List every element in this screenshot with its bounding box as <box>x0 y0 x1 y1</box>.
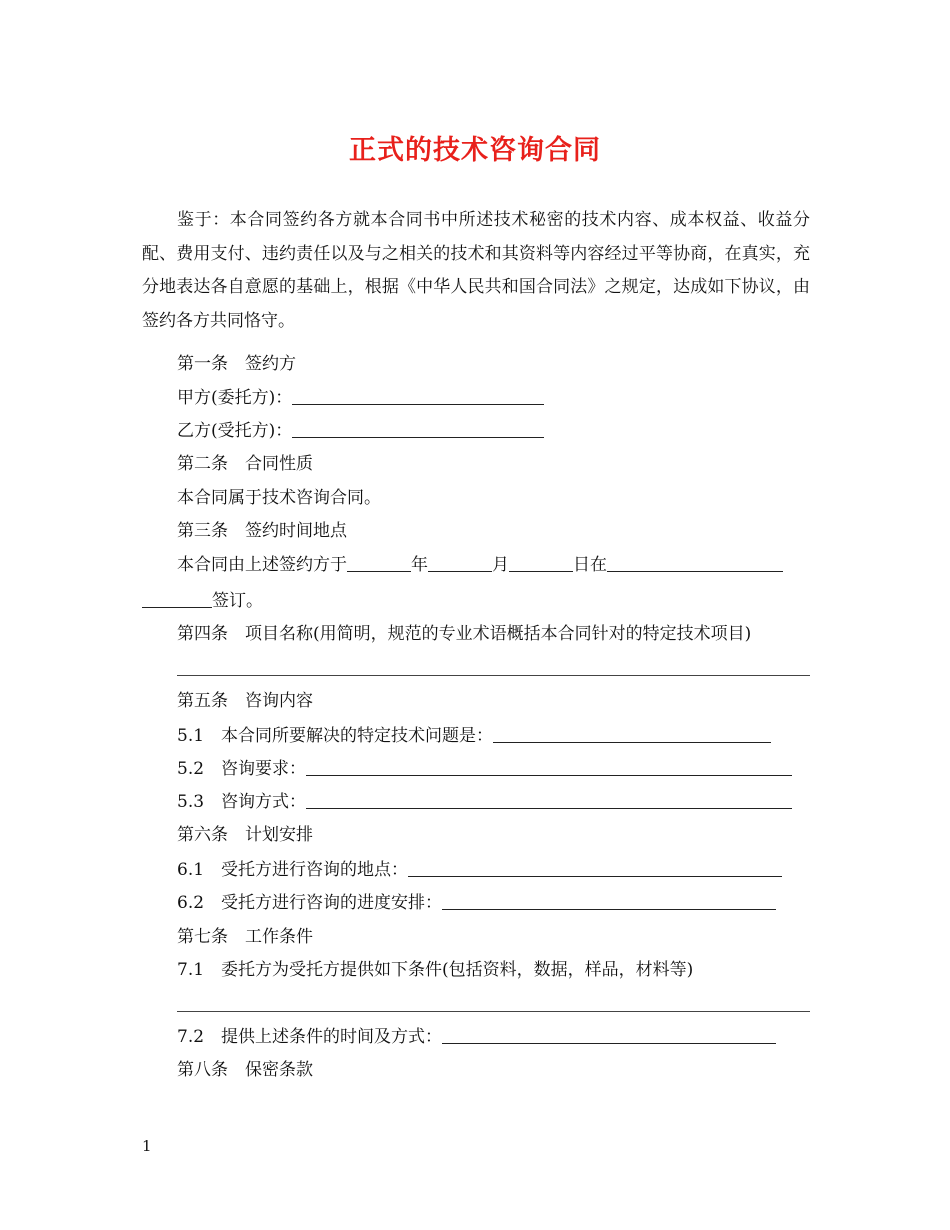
item-6-2-label: 6.2 受托方进行咨询的进度安排： <box>177 893 443 913</box>
item-5-2-blank[interactable] <box>306 759 792 776</box>
project-name-blank[interactable] <box>177 675 810 676</box>
item-7-2-blank[interactable] <box>442 1027 776 1044</box>
item-5-1-blank[interactable] <box>493 726 771 743</box>
party-b-label: 乙方(受托方)： <box>177 421 293 441</box>
item-5-3-line <box>177 791 792 813</box>
party-a-line <box>177 387 544 409</box>
item-7-2-line <box>177 1026 776 1048</box>
item-7-1-label: 7.1 委托方为受托方提供如下条件(包括资料，数据，样品，材料等) <box>177 960 694 980</box>
document-title: 正式的技术咨询合同 <box>349 135 601 166</box>
article-1-heading: 第一条 签约方 <box>177 354 296 374</box>
item-5-1-label: 5.1 本合同所要解决的特定技术问题是： <box>177 726 494 746</box>
item-5-2-label: 5.2 咨询要求： <box>177 759 307 779</box>
article-3-text: 本合同由上述签约方于 <box>177 555 347 575</box>
conditions-blank[interactable] <box>177 1011 810 1012</box>
year-label: 年 <box>411 555 428 575</box>
place-blank[interactable] <box>607 555 783 572</box>
page-number: 1 <box>142 1137 152 1155</box>
item-6-2-blank[interactable] <box>442 893 776 910</box>
day-label: 日在 <box>573 555 607 575</box>
party-b-blank[interactable] <box>292 421 544 438</box>
item-6-1-label: 6.1 受托方进行咨询的地点： <box>177 860 409 880</box>
article-2-heading: 第二条 合同性质 <box>177 454 313 474</box>
article-2-text: 本合同属于技术咨询合同。 <box>177 488 381 508</box>
article-3-date-line <box>177 554 783 576</box>
article-6-heading: 第六条 计划安排 <box>177 825 313 845</box>
article-8-heading: 第八条 保密条款 <box>177 1060 313 1080</box>
item-6-1-line <box>177 859 782 881</box>
month-label: 月 <box>492 555 509 575</box>
item-6-2-line <box>177 892 776 914</box>
article-3-signed-line <box>142 590 263 612</box>
party-b-line <box>177 420 544 442</box>
month-blank[interactable] <box>428 555 492 572</box>
item-5-2-line <box>177 758 792 780</box>
item-5-3-blank[interactable] <box>306 792 792 809</box>
item-7-2-label: 7.2 提供上述条件的时间及方式： <box>177 1027 443 1047</box>
signed-label: 签订。 <box>212 591 263 611</box>
day-blank[interactable] <box>509 555 573 572</box>
party-a-blank[interactable] <box>292 388 544 405</box>
article-7-heading: 第七条 工作条件 <box>177 927 313 947</box>
preamble-paragraph: 鉴于：本合同签约各方就本合同书中所述技术秘密的技术内容、成本权益、收益分配、费用支付、违约责任以及与之相关的技术和其资料等内容经过平等协商，在真实，充分地表达各自意愿的基础上，根据《中华人民共和国合同法》之规定，达成如下协议，由签约各方共同恪守。 <box>142 210 810 331</box>
article-4-heading: 第四条 项目名称(用简明，规范的专业术语概括本合同针对的特定技术项目) <box>177 624 752 644</box>
party-a-label: 甲方(委托方)： <box>177 388 293 408</box>
item-5-1-line <box>177 725 771 747</box>
item-6-1-blank[interactable] <box>408 860 782 877</box>
item-5-3-label: 5.3 咨询方式： <box>177 792 307 812</box>
year-blank[interactable] <box>347 555 411 572</box>
article-3-heading: 第三条 签约时间地点 <box>177 521 347 541</box>
article-5-heading: 第五条 咨询内容 <box>177 691 313 711</box>
place-blank-continued[interactable] <box>142 591 212 608</box>
